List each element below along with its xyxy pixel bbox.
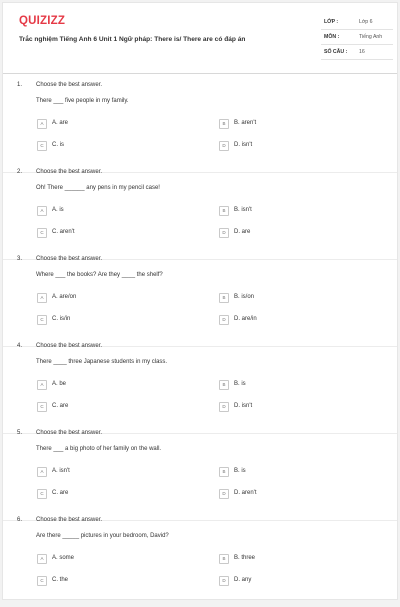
option-text: A. is — [52, 207, 64, 213]
question-number: 6. — [17, 517, 23, 523]
option-text: D. are/in — [234, 316, 257, 322]
option-text: D. aren't — [234, 490, 257, 496]
option-text: B. is/on — [234, 294, 255, 300]
option-letter-box: B — [219, 119, 229, 129]
option-letter-box: B — [219, 206, 229, 216]
option-letter-box: B — [219, 467, 229, 477]
option-letter-box: D — [219, 576, 229, 586]
option-letter-box: D — [219, 228, 229, 238]
option-letter-box: A — [37, 554, 47, 564]
option-text: C. the — [52, 577, 69, 583]
question-1 — [3, 82, 397, 173]
option-text: B. three — [234, 555, 256, 561]
option-text: B. is — [234, 381, 246, 387]
meta-value: Lớp 6 — [359, 19, 373, 25]
option-text: D. any — [234, 577, 252, 583]
option-letter-box: B — [219, 554, 229, 564]
option-text: D. are — [234, 229, 251, 235]
option-text: C. are — [52, 403, 69, 409]
question-number: 4. — [17, 343, 23, 349]
question-4 — [3, 343, 397, 434]
option-text: A. some — [52, 555, 75, 561]
option-letter-box: A — [37, 293, 47, 303]
question-3 — [3, 256, 397, 347]
quizizz-logo: QUIZIZZ — [19, 15, 66, 27]
question-text: Are there _____ pictures in your bedroom, David? — [36, 533, 169, 539]
meta-row-subject — [321, 30, 393, 45]
option-letter-box: B — [219, 380, 229, 390]
meta-label: SỐ CÂU : — [324, 49, 348, 55]
question-text: There ___ a big photo of her family on the wall. — [36, 446, 162, 452]
quiz-title: Trắc nghiệm Tiếng Anh 6 Unit 1 Ngữ pháp: There is/ There are có đáp án — [19, 36, 246, 43]
meta-value: 16 — [359, 49, 365, 55]
option-letter-box: C — [37, 141, 47, 151]
option-letter-box: A — [37, 206, 47, 216]
question-prompt: Choose the best answer. — [36, 430, 103, 436]
question-text: Oh! There ______ any pens in my pencil case! — [36, 185, 160, 191]
option-letter-box: D — [219, 141, 229, 151]
question-6 — [3, 517, 397, 607]
quiz-meta-table — [321, 15, 393, 60]
option-letter-box: A — [37, 380, 47, 390]
option-letter-box: D — [219, 489, 229, 499]
option-text: B. is — [234, 468, 246, 474]
meta-label: LỚP : — [324, 19, 339, 25]
question-number: 3. — [17, 256, 23, 262]
question-2 — [3, 169, 397, 260]
question-text: There ___ five people in my family. — [36, 98, 129, 104]
option-letter-box: D — [219, 402, 229, 412]
option-text: B. aren't — [234, 120, 257, 126]
question-prompt: Choose the best answer. — [36, 517, 103, 523]
question-prompt: Choose the best answer. — [36, 343, 103, 349]
option-text: A. are — [52, 120, 69, 126]
option-text: A. be — [52, 381, 67, 387]
option-letter-box: C — [37, 315, 47, 325]
question-number: 1. — [17, 82, 23, 88]
question-prompt: Choose the best answer. — [36, 256, 103, 262]
meta-label: MÔN : — [324, 34, 340, 40]
meta-value: Tiếng Anh — [359, 34, 383, 40]
option-text: C. is/in — [52, 316, 71, 322]
option-text: C. aren't — [52, 229, 75, 235]
question-number: 5. — [17, 430, 23, 436]
option-letter-box: B — [219, 293, 229, 303]
option-letter-box: A — [37, 119, 47, 129]
option-text: A. are/on — [52, 294, 77, 300]
meta-row-grade — [321, 15, 393, 30]
question-number: 2. — [17, 169, 23, 175]
option-letter-box: C — [37, 576, 47, 586]
question-prompt: Choose the best answer. — [36, 82, 103, 88]
meta-row-question-count — [321, 45, 393, 60]
option-text: B. isn't — [234, 207, 252, 213]
option-text: C. are — [52, 490, 69, 496]
question-text: There ____ three Japanese students in my class. — [36, 359, 168, 365]
question-prompt: Choose the best answer. — [36, 169, 103, 175]
option-text: A. isn't — [52, 468, 70, 474]
option-text: C. is — [52, 142, 64, 148]
quiz-page — [2, 2, 398, 600]
option-letter-box: C — [37, 489, 47, 499]
quiz-header — [3, 3, 397, 74]
option-letter-box: C — [37, 228, 47, 238]
question-5 — [3, 430, 397, 521]
option-letter-box: D — [219, 315, 229, 325]
question-text: Where ___ the books? Are they ____ the shelf? — [36, 272, 163, 278]
option-letter-box: C — [37, 402, 47, 412]
option-letter-box: A — [37, 467, 47, 477]
option-text: D. isn't — [234, 142, 253, 148]
option-text: D. isn't — [234, 403, 253, 409]
